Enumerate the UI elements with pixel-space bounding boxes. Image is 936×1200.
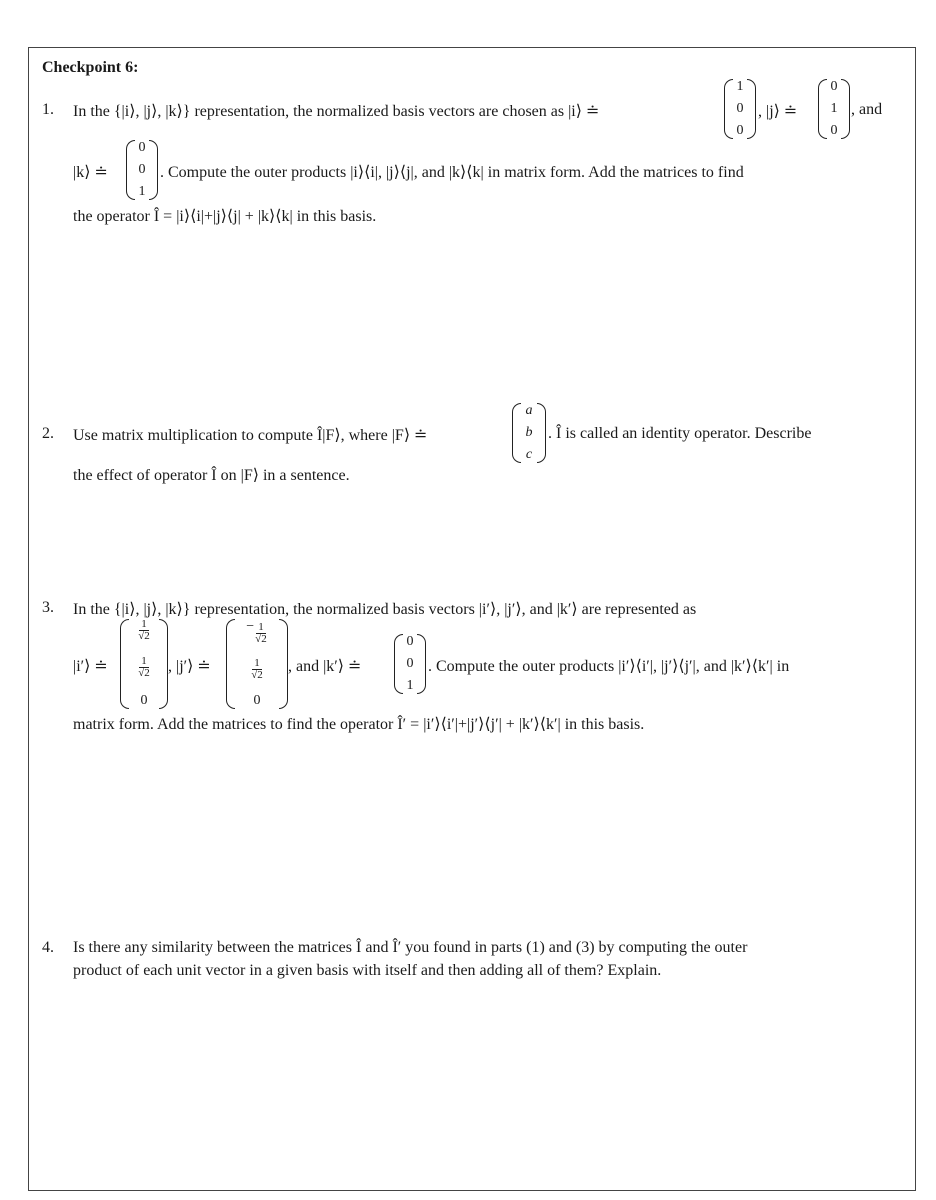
vector-j-prime: − $\frac{1}{√2}$ $\frac{1}{√2}$ 0 — [226, 619, 288, 709]
question-1-line-2: . Compute the outer products |i⟩⟨i|, |j⟩⟨j|, and |k⟩⟨k| in matrix form. Add the matrices to find — [160, 164, 744, 181]
question-1-k-label: |k⟩ ≐ — [73, 164, 108, 181]
question-4-line-1: Is there any similarity between the matrices Î and Î′ you found in parts (1) and (3) by computing the outer — [73, 939, 748, 956]
vector-i-prime: $\frac{1}{√2}$ $\frac{1}{√2}$ 0 — [120, 619, 168, 709]
question-2-line-1b: . Î is called an identity operator. Describe — [548, 425, 812, 442]
question-3-kp-label: , and |k′⟩ ≐ — [288, 658, 362, 675]
vector-i: 1 0 0 — [724, 79, 756, 139]
question-2-number: 2. — [42, 425, 54, 442]
vector-j: 0 1 0 — [818, 79, 850, 139]
question-3-number: 3. — [42, 599, 54, 616]
question-1-number: 1. — [42, 101, 54, 118]
question-2-line-2: the effect of operator Î on |F⟩ in a sentence. — [73, 467, 350, 484]
vector-k: 0 0 1 — [126, 140, 158, 200]
vector-f: a b c — [512, 403, 546, 463]
question-3-line-3: matrix form. Add the matrices to find the operator Î′ = |i′⟩⟨i′|+|j′⟩⟨j′| + |k′⟩⟨k′| in this basis. — [73, 716, 645, 733]
question-4-number: 4. — [42, 939, 54, 956]
question-1-j-label: , |j⟩ ≐ — [758, 103, 798, 120]
question-4-line-2: product of each unit vector in a given basis with itself and then adding all of them? Explain. — [73, 962, 662, 979]
question-1-and: , and — [851, 101, 883, 118]
page-title: Checkpoint 6: — [42, 59, 139, 76]
vector-k-prime: 0 0 1 — [394, 634, 426, 694]
question-1-line-3: the operator Î = |i⟩⟨i|+|j⟩⟨j| + |k⟩⟨k| in this basis. — [73, 208, 377, 225]
question-3-jp-label: , |j′⟩ ≐ — [168, 658, 211, 675]
question-2-line-1: Use matrix multiplication to compute Î|F⟩, where |F⟩ ≐ — [73, 427, 428, 444]
question-3-ip-label: |i′⟩ ≐ — [73, 658, 108, 675]
question-1-line-1: In the {|i⟩, |j⟩, |k⟩} representation, the normalized basis vectors are chosen as |i⟩ ≐ — [73, 103, 600, 120]
question-3-line-1: In the {|i⟩, |j⟩, |k⟩} representation, the normalized basis vectors |i′⟩, |j′⟩, and |k′⟩ are represented as — [73, 601, 697, 618]
question-3-line-2: . Compute the outer products |i′⟩⟨i′|, |j′⟩⟨j′|, and |k′⟩⟨k′| in — [428, 658, 790, 675]
